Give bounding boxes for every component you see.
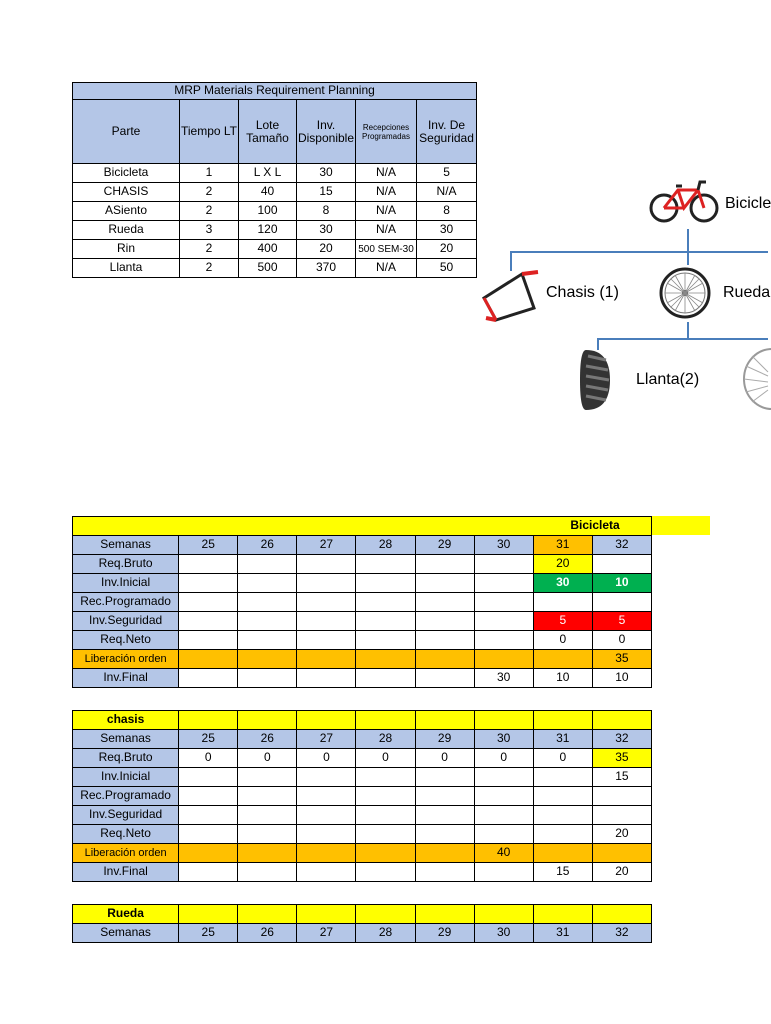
cell — [179, 574, 238, 593]
cell: 0 — [238, 749, 297, 768]
cell — [415, 768, 474, 787]
cell — [238, 863, 297, 882]
cell — [297, 650, 356, 669]
cell — [592, 555, 651, 574]
week-cell: 29 — [415, 536, 474, 555]
cell: 15 — [533, 863, 592, 882]
tire-icon — [576, 346, 616, 414]
cell: 40 — [239, 183, 297, 202]
row-label: Inv.Inicial — [73, 574, 179, 593]
cell: 20 — [592, 825, 651, 844]
cell: 35 — [592, 650, 651, 669]
week-cell: 31 — [533, 536, 592, 555]
week-cell: 29 — [415, 924, 474, 943]
cell: 1 — [180, 164, 239, 183]
cell — [415, 844, 474, 863]
cell — [415, 574, 474, 593]
cell — [238, 612, 297, 631]
row-label: Liberación orden — [73, 650, 179, 669]
frame-icon — [476, 268, 548, 326]
cell — [179, 555, 238, 574]
bicycle-icon — [648, 176, 720, 224]
cell — [533, 844, 592, 863]
wheel-icon — [658, 266, 712, 320]
cell: Rin — [73, 240, 180, 259]
cell: Bicicleta — [73, 164, 180, 183]
cell: 2 — [180, 240, 239, 259]
cell — [179, 650, 238, 669]
cell: 40 — [474, 844, 533, 863]
week-cell: 25 — [179, 730, 238, 749]
cell: 10 — [592, 669, 651, 688]
mrp-table — [72, 82, 477, 278]
cell — [179, 669, 238, 688]
cell — [474, 787, 533, 806]
row-label: Rec.Programado — [73, 787, 179, 806]
cell — [356, 555, 415, 574]
cell — [238, 631, 297, 650]
cell: 30 — [297, 221, 356, 240]
table-row — [73, 183, 477, 202]
cell: 2 — [180, 183, 239, 202]
table-row — [73, 164, 477, 183]
bicicleta-title: Bicicleta — [592, 517, 651, 536]
cell — [415, 593, 474, 612]
cell — [356, 650, 415, 669]
row-label: Inv.Inicial — [73, 768, 179, 787]
row-label: Inv.Final — [73, 669, 179, 688]
cell: L X L — [239, 164, 297, 183]
cell — [179, 768, 238, 787]
cell: Rueda — [73, 221, 180, 240]
cell — [533, 650, 592, 669]
cell — [356, 825, 415, 844]
week-cell: 28 — [356, 730, 415, 749]
header-parte: Parte — [73, 100, 180, 164]
cell — [238, 787, 297, 806]
cell — [474, 650, 533, 669]
mrp-title: MRP Materials Requirement Planning — [73, 83, 477, 100]
cell — [238, 844, 297, 863]
cell — [179, 787, 238, 806]
week-cell: 31 — [533, 924, 592, 943]
rim-icon — [740, 346, 768, 412]
cell: 15 — [592, 768, 651, 787]
row-label: Semanas — [73, 924, 179, 943]
row-label: Liberación orden — [73, 844, 179, 863]
cell: 20 — [417, 240, 477, 259]
cell: 35 — [592, 749, 651, 768]
cell — [356, 574, 415, 593]
cell — [238, 555, 297, 574]
cell — [238, 574, 297, 593]
cell: N/A — [356, 202, 417, 221]
cell: 10 — [592, 574, 651, 593]
cell — [297, 863, 356, 882]
cell — [238, 806, 297, 825]
cell: 3 — [180, 221, 239, 240]
week-cell: 26 — [238, 730, 297, 749]
week-cell: 30 — [474, 924, 533, 943]
cell: 120 — [239, 221, 297, 240]
table-row — [73, 240, 477, 259]
cell — [474, 806, 533, 825]
cell — [415, 650, 474, 669]
cell: 0 — [356, 749, 415, 768]
row-label: Req.Bruto — [73, 749, 179, 768]
cell: 2 — [180, 202, 239, 221]
cell: 8 — [417, 202, 477, 221]
cell: 0 — [474, 749, 533, 768]
table-row — [73, 221, 477, 240]
cell: 2 — [180, 259, 239, 278]
cell: 500 SEM-30 — [356, 240, 417, 259]
cell — [533, 787, 592, 806]
cell — [592, 844, 651, 863]
cell — [356, 844, 415, 863]
header-lote: Lote Tamaño — [239, 100, 297, 164]
tree-llanta-label: Llanta(2) — [636, 371, 700, 388]
week-cell: 29 — [415, 730, 474, 749]
cell — [415, 787, 474, 806]
table-row — [73, 259, 477, 278]
cell: 0 — [533, 749, 592, 768]
header-recepciones: Recepciones Programadas — [356, 100, 417, 164]
cell: 0 — [297, 749, 356, 768]
cell: 15 — [297, 183, 356, 202]
cell — [179, 863, 238, 882]
cell — [474, 631, 533, 650]
week-cell: 27 — [297, 924, 356, 943]
row-label: Rec.Programado — [73, 593, 179, 612]
cell: N/A — [356, 221, 417, 240]
header-inv-seguridad: Inv. De Seguridad — [417, 100, 477, 164]
row-label: Semanas — [73, 536, 179, 555]
cell — [297, 574, 356, 593]
cell: 0 — [179, 749, 238, 768]
row-label: Semanas — [73, 730, 179, 749]
bicicleta-header-extension — [652, 516, 710, 535]
cell — [238, 825, 297, 844]
cell — [179, 844, 238, 863]
cell — [356, 631, 415, 650]
cell — [356, 593, 415, 612]
cell — [474, 574, 533, 593]
cell: N/A — [417, 183, 477, 202]
cell — [297, 825, 356, 844]
cell — [179, 825, 238, 844]
cell — [297, 806, 356, 825]
cell: 10 — [533, 669, 592, 688]
cell — [415, 863, 474, 882]
row-label: Req.Neto — [73, 825, 179, 844]
cell: 100 — [239, 202, 297, 221]
cell: 30 — [533, 574, 592, 593]
cell — [179, 631, 238, 650]
week-cell: 25 — [179, 536, 238, 555]
cell — [356, 863, 415, 882]
cell — [474, 612, 533, 631]
week-cell: 32 — [592, 924, 651, 943]
cell — [356, 612, 415, 631]
cell — [415, 612, 474, 631]
week-cell: 28 — [356, 536, 415, 555]
cell — [533, 806, 592, 825]
cell — [238, 669, 297, 688]
row-label: Inv.Seguridad — [73, 806, 179, 825]
cell: N/A — [356, 183, 417, 202]
cell — [592, 593, 651, 612]
cell: 30 — [474, 669, 533, 688]
cell: Llanta — [73, 259, 180, 278]
header-tiempo: Tiempo LT — [180, 100, 239, 164]
table-row — [73, 202, 477, 221]
rueda-title: Rueda — [73, 905, 179, 924]
cell — [533, 593, 592, 612]
cell: 5 — [417, 164, 477, 183]
week-cell: 30 — [474, 536, 533, 555]
cell — [297, 593, 356, 612]
cell — [533, 768, 592, 787]
cell: 500 — [239, 259, 297, 278]
week-cell: 31 — [533, 730, 592, 749]
week-cell: 26 — [238, 924, 297, 943]
cell: 400 — [239, 240, 297, 259]
cell: 8 — [297, 202, 356, 221]
cell — [415, 806, 474, 825]
cell — [179, 593, 238, 612]
chasis-title: chasis — [73, 711, 179, 730]
header-inv-disponible: Inv. Disponible — [297, 100, 356, 164]
cell — [238, 593, 297, 612]
week-cell: 28 — [356, 924, 415, 943]
cell: 0 — [533, 631, 592, 650]
cell: 50 — [417, 259, 477, 278]
cell: 370 — [297, 259, 356, 278]
cell — [474, 555, 533, 574]
row-label: Inv.Seguridad — [73, 612, 179, 631]
row-label: Inv.Final — [73, 863, 179, 882]
week-cell: 30 — [474, 730, 533, 749]
row-label: Req.Bruto — [73, 555, 179, 574]
cell — [179, 806, 238, 825]
cell — [356, 806, 415, 825]
cell — [297, 669, 356, 688]
chasis-mrp-table — [72, 710, 652, 882]
cell: N/A — [356, 259, 417, 278]
cell — [474, 768, 533, 787]
cell — [297, 631, 356, 650]
cell: ASiento — [73, 202, 180, 221]
cell — [356, 768, 415, 787]
cell — [297, 844, 356, 863]
tree-rueda-label: Rueda — [723, 284, 771, 301]
week-cell: 27 — [297, 730, 356, 749]
cell — [592, 806, 651, 825]
cell — [238, 768, 297, 787]
cell — [356, 787, 415, 806]
cell — [474, 593, 533, 612]
cell: 30 — [417, 221, 477, 240]
cell — [415, 631, 474, 650]
cell — [415, 669, 474, 688]
bicicleta-mrp-table — [72, 516, 652, 688]
week-cell: 26 — [238, 536, 297, 555]
cell: N/A — [356, 164, 417, 183]
cell: 20 — [533, 555, 592, 574]
cell — [415, 825, 474, 844]
week-cell: 32 — [592, 730, 651, 749]
cell: 20 — [592, 863, 651, 882]
cell — [415, 555, 474, 574]
cell — [474, 825, 533, 844]
week-cell: 25 — [179, 924, 238, 943]
cell — [297, 768, 356, 787]
cell — [592, 787, 651, 806]
tree-chasis-label: Chasis (1) — [546, 284, 619, 301]
cell — [238, 650, 297, 669]
cell — [297, 555, 356, 574]
week-cell: 27 — [297, 536, 356, 555]
rueda-mrp-table — [72, 904, 652, 943]
cell: 20 — [297, 240, 356, 259]
cell — [474, 863, 533, 882]
cell: 5 — [592, 612, 651, 631]
tree-root-label: Bicicle — [725, 195, 771, 212]
cell: 30 — [297, 164, 356, 183]
cell — [297, 787, 356, 806]
cell — [297, 612, 356, 631]
cell: CHASIS — [73, 183, 180, 202]
cell: 0 — [415, 749, 474, 768]
cell — [533, 825, 592, 844]
cell — [179, 612, 238, 631]
row-label: Req.Neto — [73, 631, 179, 650]
cell: 5 — [533, 612, 592, 631]
cell — [356, 669, 415, 688]
cell: 0 — [592, 631, 651, 650]
week-cell: 32 — [592, 536, 651, 555]
